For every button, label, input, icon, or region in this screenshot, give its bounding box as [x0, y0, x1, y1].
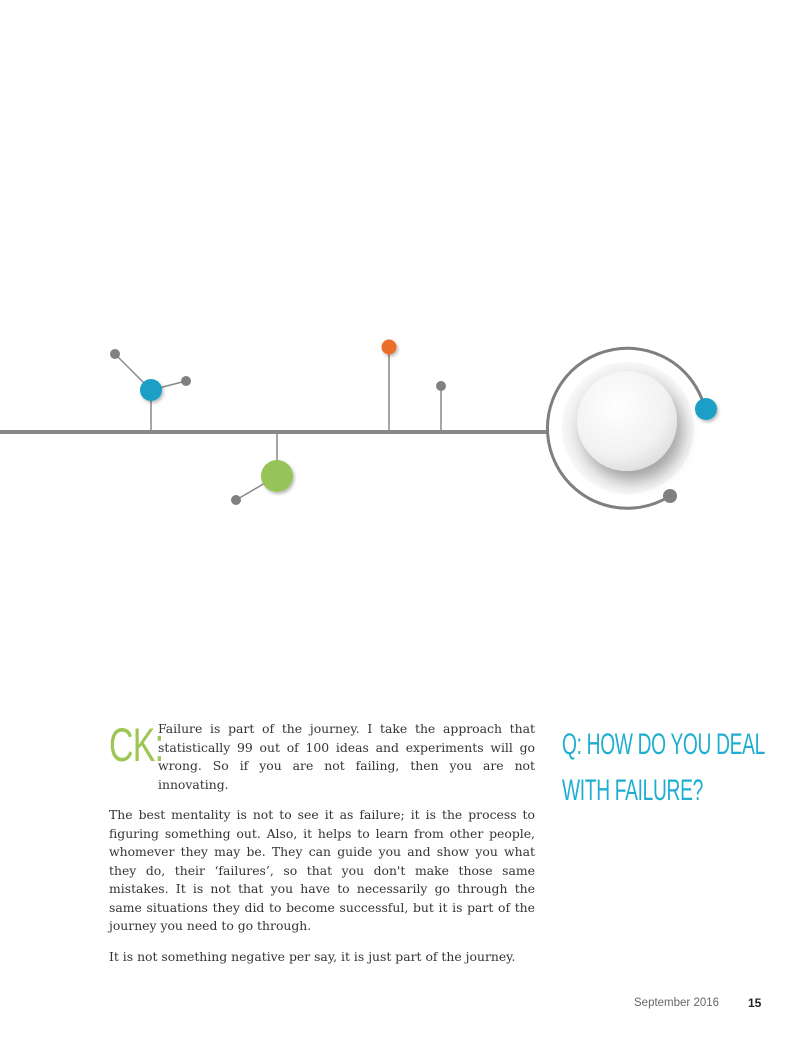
- blue-node: [695, 398, 717, 420]
- page-number: 15: [748, 996, 762, 1010]
- gray-dot: [231, 495, 241, 505]
- answer-block: [109, 720, 535, 966]
- body-paragraph: The best mentality is not to see it as failure; it is the process to figuring something out. Also, it helps to learn from other people, whomever they may be. They can guide you and show you what they do, their ‘failures’, so that you don't make those same mistakes. It is not that you have to necessarily go through the same situations they did to become successful, but it is part of the journey you need to go through.: [109, 807, 535, 933]
- question-line: WITH FAILURE?: [562, 774, 703, 807]
- intro-text: Failure is part of the journey. I take the approach that statistically 99 out of 100 ideas and experiments will go wrong. So if you are not failing, then you are not innovating.: [158, 721, 535, 792]
- green-node: [261, 460, 293, 492]
- white-disc: [577, 371, 677, 471]
- question-heading: [562, 722, 765, 814]
- speaker-label: CK:: [109, 718, 164, 771]
- footer-date: September 2016: [634, 997, 720, 1009]
- ck-intro: [109, 720, 535, 794]
- orange-node: [382, 340, 397, 355]
- gray-dot: [110, 349, 120, 359]
- gray-dot: [181, 376, 191, 386]
- blue-node: [140, 379, 162, 401]
- body-paragraph: It is not something negative per say, it is just part of the journey.: [109, 948, 516, 964]
- gray-dot: [663, 489, 677, 503]
- gray-dot: [436, 381, 446, 391]
- question-line: Q: HOW DO YOU DEAL: [562, 728, 765, 761]
